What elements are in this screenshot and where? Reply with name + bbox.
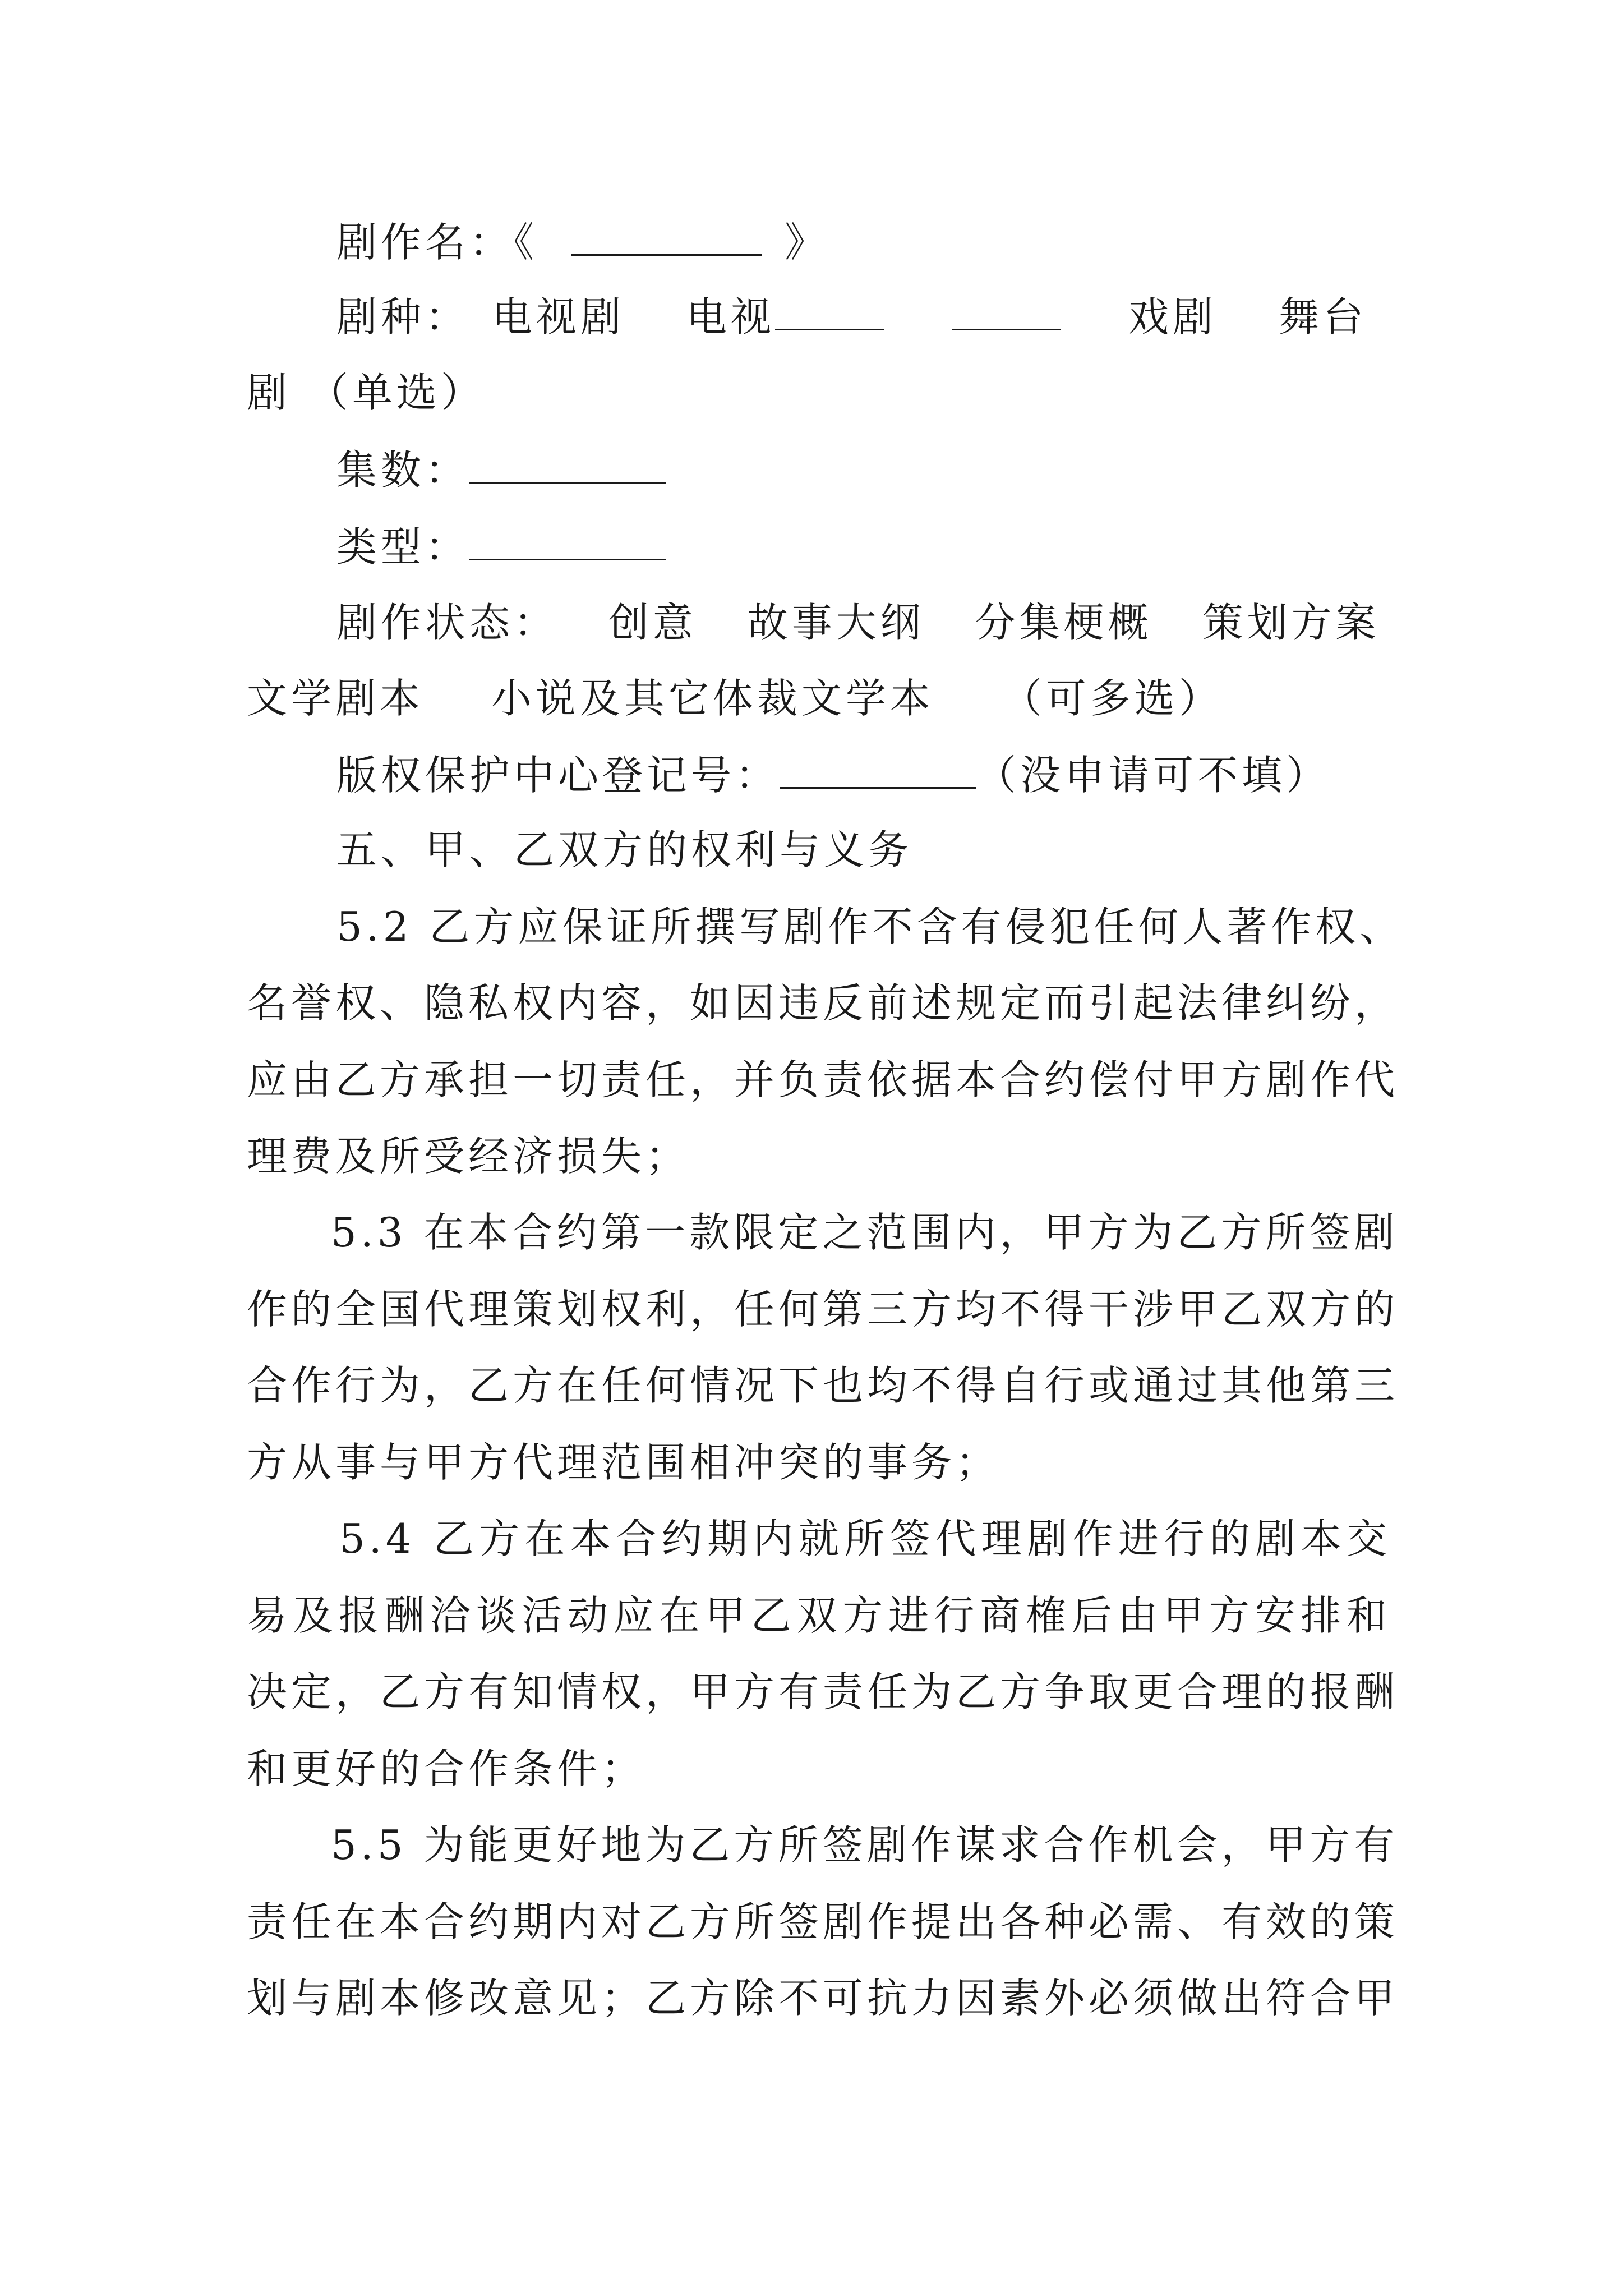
clause-5-2-line-1: 5.2 乙方应保证所撰写剧作不含有侵犯任何人著作权、 bbox=[336, 903, 1404, 950]
clause-5-2-line-3: 应由乙方承担一切责任，并负责依据本合约偿付甲方剧作代 bbox=[247, 1056, 1399, 1103]
genre-continuation: 剧 （单选） bbox=[247, 369, 485, 416]
genre-blank-2 bbox=[952, 292, 1061, 330]
play-title-line bbox=[336, 217, 1391, 268]
copyright-reg-line bbox=[336, 750, 1391, 800]
clause-5-2-line-2: 名誉权、隐私权内容，如因违反前述规定而引起法律纠纷， bbox=[247, 979, 1399, 1027]
clause-5-4-line-3: 决定，乙方有知情权，甲方有责任为乙方争取更合理的报酬 bbox=[247, 1668, 1399, 1715]
clause-5-4-line-2: 易及报酬洽谈活动应在甲乙双方进行商榷后由甲方安排和 bbox=[247, 1592, 1391, 1639]
episode-count-blank bbox=[469, 445, 666, 484]
status-line-continued: 文学剧本 小说及其它体裁文学本 （可多选） bbox=[247, 675, 1223, 722]
clause-5-4-line-1: 5.4 乙方在本合约期内就所签代理剧作进行的剧本交 bbox=[339, 1515, 1391, 1562]
genre-option-stage: 舞台 bbox=[1279, 293, 1368, 341]
clause-5-3-line-1: 5.3 在本合约第一款限定之范围内，甲方为乙方所签剧 bbox=[331, 1209, 1399, 1256]
genre-option-drama: 戏剧 bbox=[1128, 293, 1218, 341]
episode-count-label: 集数： bbox=[336, 447, 470, 494]
type-label: 类型： bbox=[336, 523, 470, 570]
copyright-reg-blank bbox=[780, 750, 976, 789]
play-title-blank bbox=[571, 217, 762, 256]
clause-5-3-line-2: 作的全国代理策划权利，任何第三方均不得干涉甲乙双方的 bbox=[247, 1286, 1399, 1333]
clause-5-3-line-4: 方从事与甲方代理范围相冲突的事务； bbox=[247, 1439, 1000, 1486]
clause-5-4-line-4: 和更好的合作条件； bbox=[247, 1745, 646, 1792]
copyright-reg-note: （没申请可不填） bbox=[976, 752, 1331, 799]
clause-5-5-line-2: 责任在本合约期内对乙方所签剧作提出各种必需、有效的策 bbox=[247, 1898, 1399, 1945]
clause-5-5-line-3: 划与剧本修改意见；乙方除不可抗力因素外必须做出符合甲 bbox=[247, 1975, 1399, 2022]
type-blank bbox=[469, 522, 666, 560]
clause-5-5-line-1: 5.5 为能更好地为乙方所签剧作谋求合作机会，甲方有 bbox=[331, 1821, 1399, 1869]
type-line bbox=[336, 522, 1391, 572]
section-heading: 五、甲、乙双方的权利与义务 bbox=[336, 826, 913, 873]
genre-label: 剧种： bbox=[336, 293, 470, 341]
genre-option-tv-drama: 电视剧 bbox=[492, 293, 625, 341]
play-title-label: 剧作名：《 bbox=[336, 219, 538, 266]
play-genre-line bbox=[336, 292, 1391, 342]
clause-5-2-line-4: 理费及所受经济损失； bbox=[247, 1133, 690, 1180]
clause-5-3-line-3: 合作行为，乙方在任何情况下也均不得自行或通过其他第三 bbox=[247, 1362, 1399, 1409]
copyright-reg-label: 版权保护中心登记号： bbox=[336, 752, 780, 799]
genre-blank-1 bbox=[775, 292, 884, 330]
episode-count-line bbox=[336, 445, 1391, 495]
play-title-close: 》 bbox=[785, 219, 829, 266]
status-line: 剧作状态： 创意 故事大纲 分集梗概 策划方案 bbox=[336, 599, 1380, 646]
genre-option-tv: 电视 bbox=[686, 293, 776, 341]
